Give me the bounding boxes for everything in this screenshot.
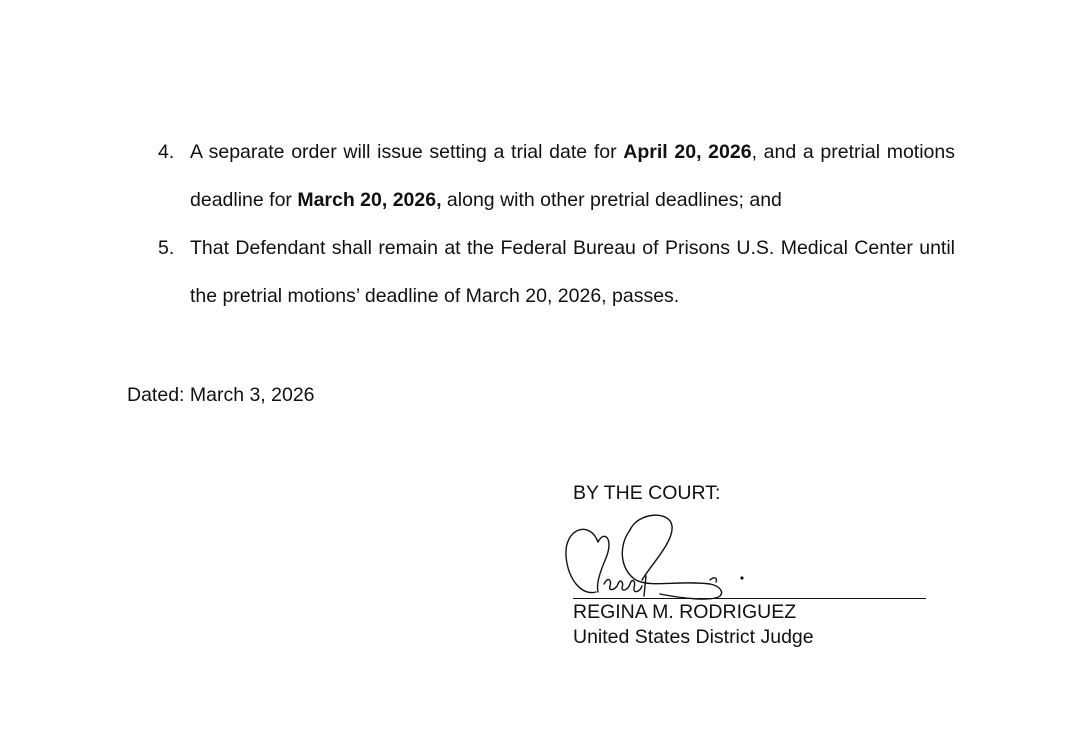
motions-deadline: March 20, 2026, — [297, 189, 442, 211]
item-text: That Defendant shall remain at the Federal Bureau of Prisons U.S. Medical Center until the pretrial motions’ deadline of March 20, 2026, passes. — [190, 237, 955, 307]
judge-title: United States District Judge — [573, 626, 814, 648]
by-the-court-heading: BY THE COURT: — [573, 482, 721, 504]
trial-date: April 20, 2026 — [623, 141, 752, 163]
order-item-4 — [158, 128, 955, 224]
item-text: A separate order will issue setting a trial date for April 20, 2026, and a pretrial motions deadline for March 20, 2026, along with other pretrial deadlines; and — [190, 141, 955, 211]
judge-name: REGINA M. RODRIGUEZ — [573, 601, 797, 623]
item-number: 5. — [158, 237, 175, 259]
signature-icon — [560, 510, 760, 610]
order-item-5 — [158, 224, 955, 320]
item-number: 4. — [158, 141, 175, 163]
dated-line: Dated: March 3, 2026 — [127, 384, 315, 406]
